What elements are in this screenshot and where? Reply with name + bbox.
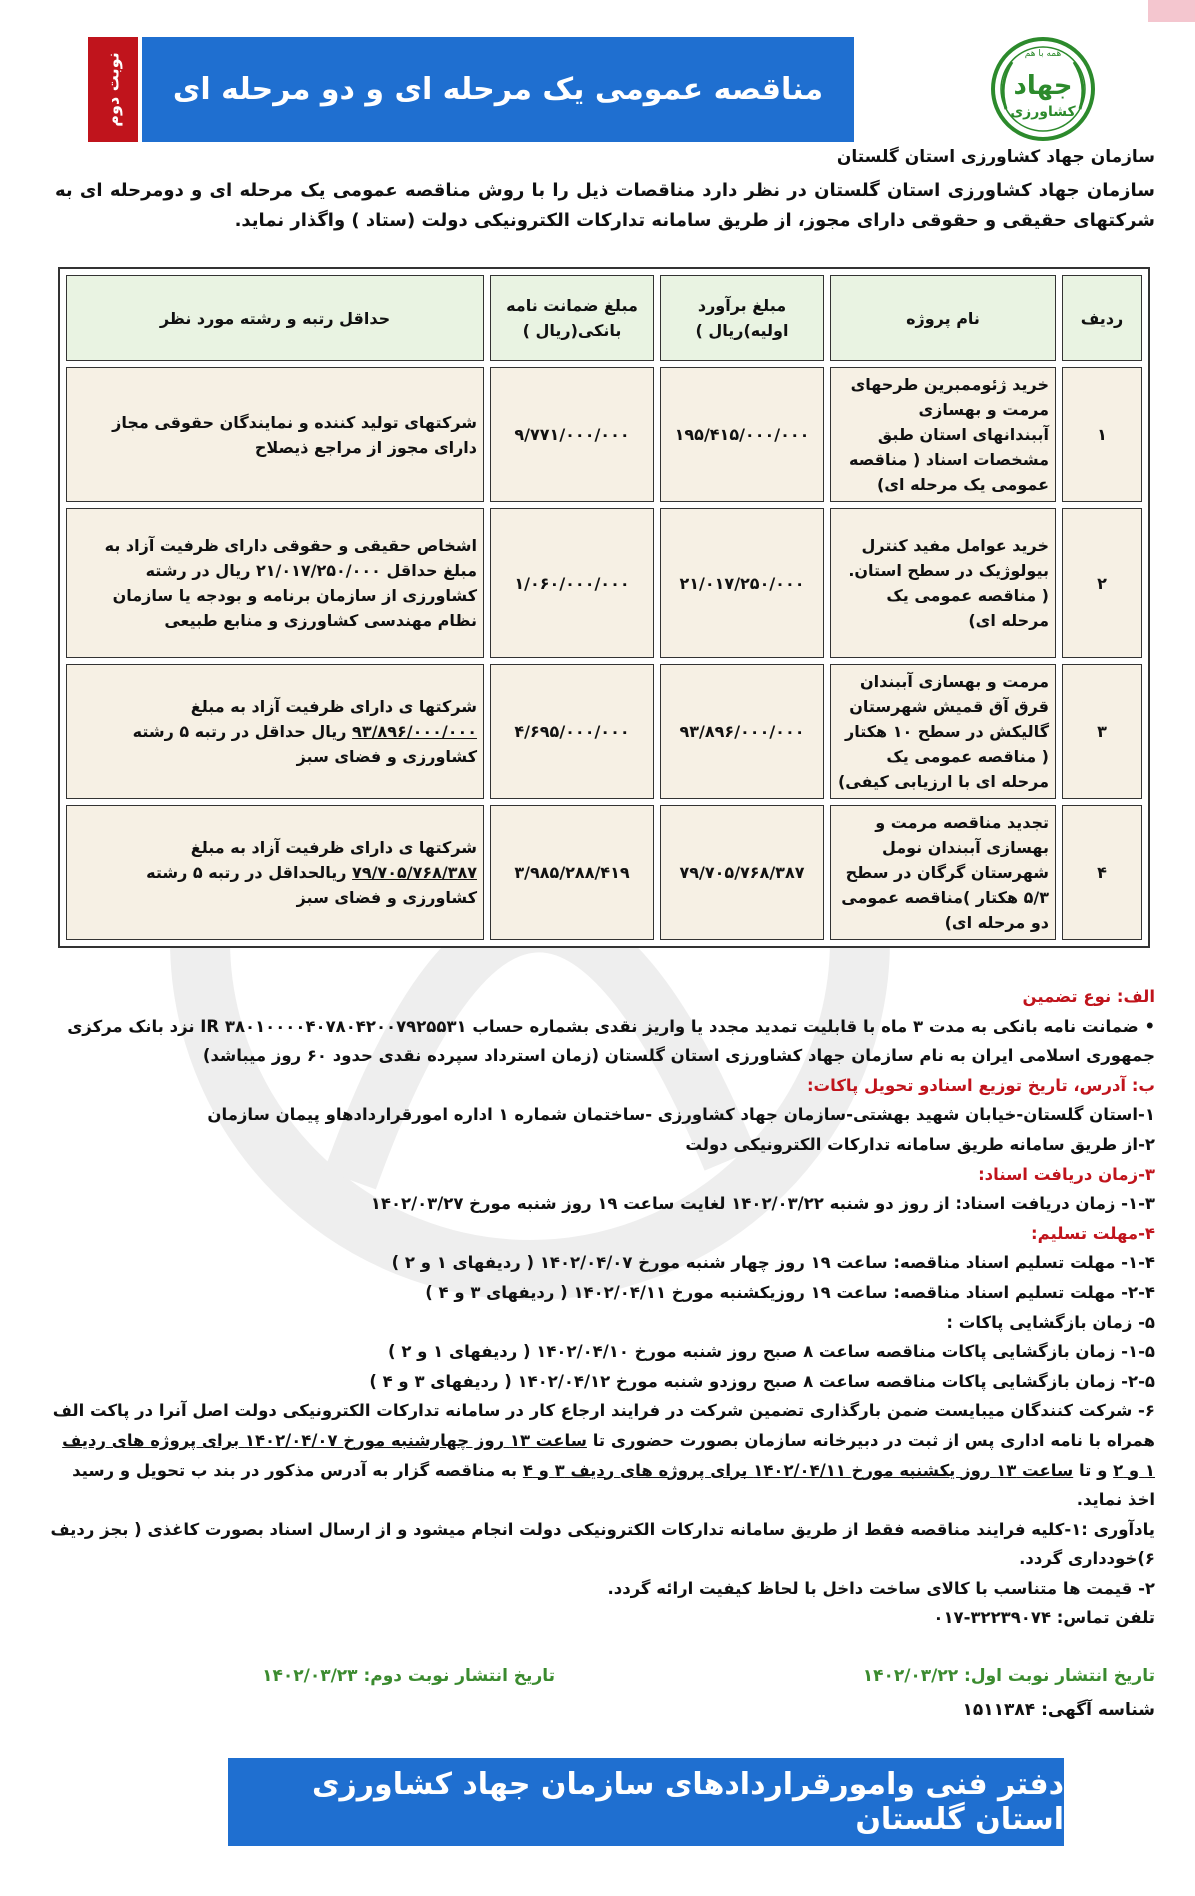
- header-row-number: ردیف: [1062, 275, 1142, 361]
- header-guarantee: مبلغ ضمانت نامه بانکی(ریال ): [490, 275, 654, 361]
- table-header-row: [66, 275, 1142, 361]
- logo-word: جهاد: [1013, 71, 1073, 101]
- title-banner: [142, 37, 854, 142]
- item6-part-a: ۶- شرکت کنندگان میبایست ضمن بارگذاری تضمین شرکت در فرایند ارجاع کار در سامانه تدارکات الکترونیکی دولت اصل آنرا در پاکت الف همراه با نامه اداری پس از ثبت در دبیرخانه سازمان بصورت حضوری تا: [52, 1401, 1155, 1450]
- item6-part-d: ساعت ۱۳ روز یکشنبه مورخ ۱۴۰۲/۰۴/۱۱ برای پروژه های ردیف ۳ و ۴: [522, 1460, 1074, 1480]
- logo-top-text: همه با هم: [1024, 49, 1062, 59]
- round-badge-label: نوبت دوم: [103, 52, 123, 127]
- address-line-2: ۲-از طریق سامانه طریق سامانه تدارکات الکترونیکی دولت: [685, 1134, 1155, 1154]
- receive-line-1: ۱-۳- زمان دریافت اسناد: از روز دو شنبه ۱۴۰۲/۰۳/۲۲ لغایت ساعت ۱۹ روز شنبه مورخ ۱۴۰۲/۰۳/۲۷: [370, 1194, 1155, 1214]
- requirement-text: شرکتهای تولید کننده و نمایندگان حقوقی مجاز دارای مجوز از مراجع ذیصلاح: [112, 412, 477, 457]
- deadline-line-1: ۱-۴- مهلت تسلیم اسناد مناقصه: ساعت ۱۹ روز چهار شنبه مورخ ۱۴۰۲/۰۴/۰۷ ( ردیفهای ۱ و ۲ ): [391, 1253, 1155, 1273]
- requirement-amount: ۹۳/۸۹۶/۰۰۰/۰۰۰: [352, 722, 477, 741]
- cell-guarantee: ۱/۰۶۰/۰۰۰/۰۰۰: [490, 508, 654, 658]
- publish-date-second: تاریخ انتشار نوبت دوم: ۱۴۰۲/۰۳/۲۳: [262, 1666, 555, 1686]
- cell-guarantee: ۹/۷۷۱/۰۰۰/۰۰۰: [490, 367, 654, 502]
- table-row: [66, 367, 1142, 502]
- organization-name: سازمان جهاد کشاورزی استان گلستان: [836, 147, 1155, 167]
- header-estimate: مبلغ برآورد اولیه)ریال ): [660, 275, 824, 361]
- cell-requirement: [66, 805, 484, 940]
- note-1: یادآوری :۱-کلیه فرایند مناقصه فقط از طریق سامانه تدارکات الکترونیکی دولت انجام میشود و از ارسال اسناد بصورت کاغذی ( بجز ردیف ۶)خودداری گردد.: [50, 1519, 1155, 1569]
- round-badge: [88, 37, 138, 142]
- cell-project: خرید ژئوممبرین طرحهای مرمت و بهسازی آببندانهای استان طبق مشخصات اسناد ( مناقصه عمومی یک مرحله ای): [830, 367, 1056, 502]
- table-row: [66, 805, 1142, 940]
- item6-part-b: ساعت ۱۳ روز چهارشنبه مورخ ۱۴۰۲/۰۴/۰۷ برای پروژه های ردیف ۱ و ۲: [62, 1430, 1155, 1480]
- opening-heading: ۵- زمان بازگشایی پاکات :: [946, 1312, 1155, 1332]
- item-6: [50, 1396, 1155, 1514]
- ad-id: شناسه آگهی: ۱۵۱۱۳۸۴: [962, 1700, 1155, 1720]
- requirement-text: شرکتها ی دارای ظرفیت آزاد به مبلغ: [190, 697, 477, 716]
- cell-row-number: ۱: [1062, 367, 1142, 502]
- header-requirement: حداقل رتبه و رشته مورد نظر: [66, 275, 484, 361]
- footer-banner: [228, 1758, 1064, 1846]
- cell-estimate: ۷۹/۷۰۵/۷۶۸/۳۸۷: [660, 805, 824, 940]
- note-2: ۲- قیمت ها متناسب با کالای ساخت داخل با لحاظ کیفیت ارائه گردد.: [607, 1578, 1155, 1598]
- item6-part-c: و تا: [1078, 1460, 1108, 1480]
- cell-row-number: ۲: [1062, 508, 1142, 658]
- address-line-1: ۱-استان گلستان-خیابان شهید بهشتی-سازمان جهاد کشاورزی -ساختمان شماره ۱ اداره امورقراردادهاو پیمان سازمان: [207, 1105, 1155, 1125]
- table-row: [66, 664, 1142, 799]
- header-project: نام پروژه: [830, 275, 1056, 361]
- cell-requirement: [66, 508, 484, 658]
- guarantee-heading: الف: نوع تضمین: [1022, 987, 1155, 1006]
- address-heading: ب: آدرس، تاریخ توزیع اسنادو تحویل پاکات:: [806, 1075, 1155, 1095]
- conditions-section: [50, 982, 1155, 1633]
- footer-banner-text: دفتر فنی وامورقراردادهای سازمان جهاد کشاورزی استان گلستان: [312, 1767, 1064, 1837]
- requirement-amount: ۷۹/۷۰۵/۷۶۸/۳۸۷: [352, 863, 477, 882]
- cell-project: خرید عوامل مفید کنترل بیولوژیک در سطح استان. ( مناقصه عمومی یک مرحله ای): [830, 508, 1056, 658]
- table-row: [66, 508, 1142, 658]
- requirement-text-after: ریالحداقل در رتبه ۵ رشته کشاورزی و فضای سبز: [146, 863, 477, 907]
- page-title: مناقصه عمومی یک مرحله ای و دو مرحله ای: [172, 72, 824, 107]
- tender-table: [58, 267, 1150, 948]
- opening-line-2: ۲-۵- زمان بازگشایی پاکات مناقصه ساعت ۸ صبح روزدو شنبه مورخ ۱۴۰۲/۰۴/۱۲ ( ردیفهای ۳ و ۴ ): [369, 1371, 1155, 1391]
- requirement-text: اشخاص حقیقی و حقوقی دارای ظرفیت آزاد به مبلغ حداقل ۲۱/۰۱۷/۲۵۰/۰۰۰ ریال در رشته کشاورزی از سازمان برنامه و بودجه یا سازمان نظام مهندسی کشاورزی و منابع طبیعی: [104, 536, 477, 630]
- cell-guarantee: ۳/۹۸۵/۲۸۸/۴۱۹: [490, 805, 654, 940]
- logo-sub: کشاورزی: [1010, 104, 1076, 120]
- requirement-text: شرکتها ی دارای ظرفیت آزاد به مبلغ: [190, 838, 477, 857]
- publish-date-first: تاریخ انتشار نوبت اول: ۱۴۰۲/۰۳/۲۲: [862, 1666, 1155, 1686]
- cell-row-number: ۴: [1062, 805, 1142, 940]
- deadline-heading: ۴-مهلت تسلیم:: [1031, 1223, 1155, 1243]
- corner-tab: [1148, 0, 1195, 22]
- cell-project: مرمت و بهسازی آببندان قرق آق قمیش شهرستان گالیکش در سطح ۱۰ هکتار ( مناقصه عمومی یک مرحله ای با ارزیابی کیفی): [830, 664, 1056, 799]
- cell-project: تجدید مناقصه مرمت و بهسازی آببندان نومل شهرستان گرگان در سطح ۵/۳ هکتار )مناقصه عمومی دو مرحله ای): [830, 805, 1056, 940]
- opening-line-1: ۱-۵- زمان بازگشایی پاکات مناقصه ساعت ۸ صبح روز شنبه مورخ ۱۴۰۲/۰۴/۱۰ ( ردیفهای ۱ و ۲ ): [388, 1342, 1155, 1362]
- cell-estimate: ۹۳/۸۹۶/۰۰۰/۰۰۰: [660, 664, 824, 799]
- cell-requirement: [66, 664, 484, 799]
- cell-estimate: ۲۱/۰۱۷/۲۵۰/۰۰۰: [660, 508, 824, 658]
- jahad-logo-icon: [984, 34, 1102, 144]
- item6-part-e: به مناقصه گزار به آدرس مذکور در بند ب تحویل و رسید اخذ نماید.: [72, 1460, 1155, 1510]
- cell-row-number: ۳: [1062, 664, 1142, 799]
- guarantee-text: • ضمانت نامه بانکی به مدت ۳ ماه با قابلیت تمدید مجدد یا واریز نقدی بشماره حساب IR ۳۸۰۱۰۰۰۰۴۰۷۸۰۴۲۰۰۷۹۲۵۵۳۱ نزد بانک مرکزی جمهوری اسلامی ایران به نام سازمان جهاد کشاورزی استان گلستان (زمان استرداد سپرده نقدی حدود ۶۰ روز میباشد): [67, 1016, 1155, 1066]
- requirement-text-after: ریال حداقل در رتبه ۵ رشته کشاورزی و فضای سبز: [132, 722, 477, 766]
- cell-estimate: ۱۹۵/۴۱۵/۰۰۰/۰۰۰: [660, 367, 824, 502]
- cell-guarantee: ۴/۶۹۵/۰۰۰/۰۰۰: [490, 664, 654, 799]
- receive-heading: ۳-زمان دریافت اسناد:: [978, 1164, 1155, 1184]
- intro-paragraph: سازمان جهاد کشاورزی استان گلستان در نظر دارد مناقصات ذیل را با روش مناقصه عمومی یک مرحله ای و دومرحله ای به شرکتهای حقیقی و حقوقی دارای مجوز، از طریق سامانه تدارکات الکترونیکی دولت (ستاد ) واگذار نماید.: [55, 180, 1155, 231]
- deadline-line-2: ۲-۴- مهلت تسلیم اسناد مناقصه: ساعت ۱۹ روزیکشنبه مورخ ۱۴۰۲/۰۴/۱۱ ( ردیفهای ۳ و ۴ ): [425, 1282, 1155, 1302]
- cell-requirement: [66, 367, 484, 502]
- contact-phone: تلفن تماس: ۳۲۲۳۹۰۷۴-۰۱۷: [933, 1608, 1155, 1628]
